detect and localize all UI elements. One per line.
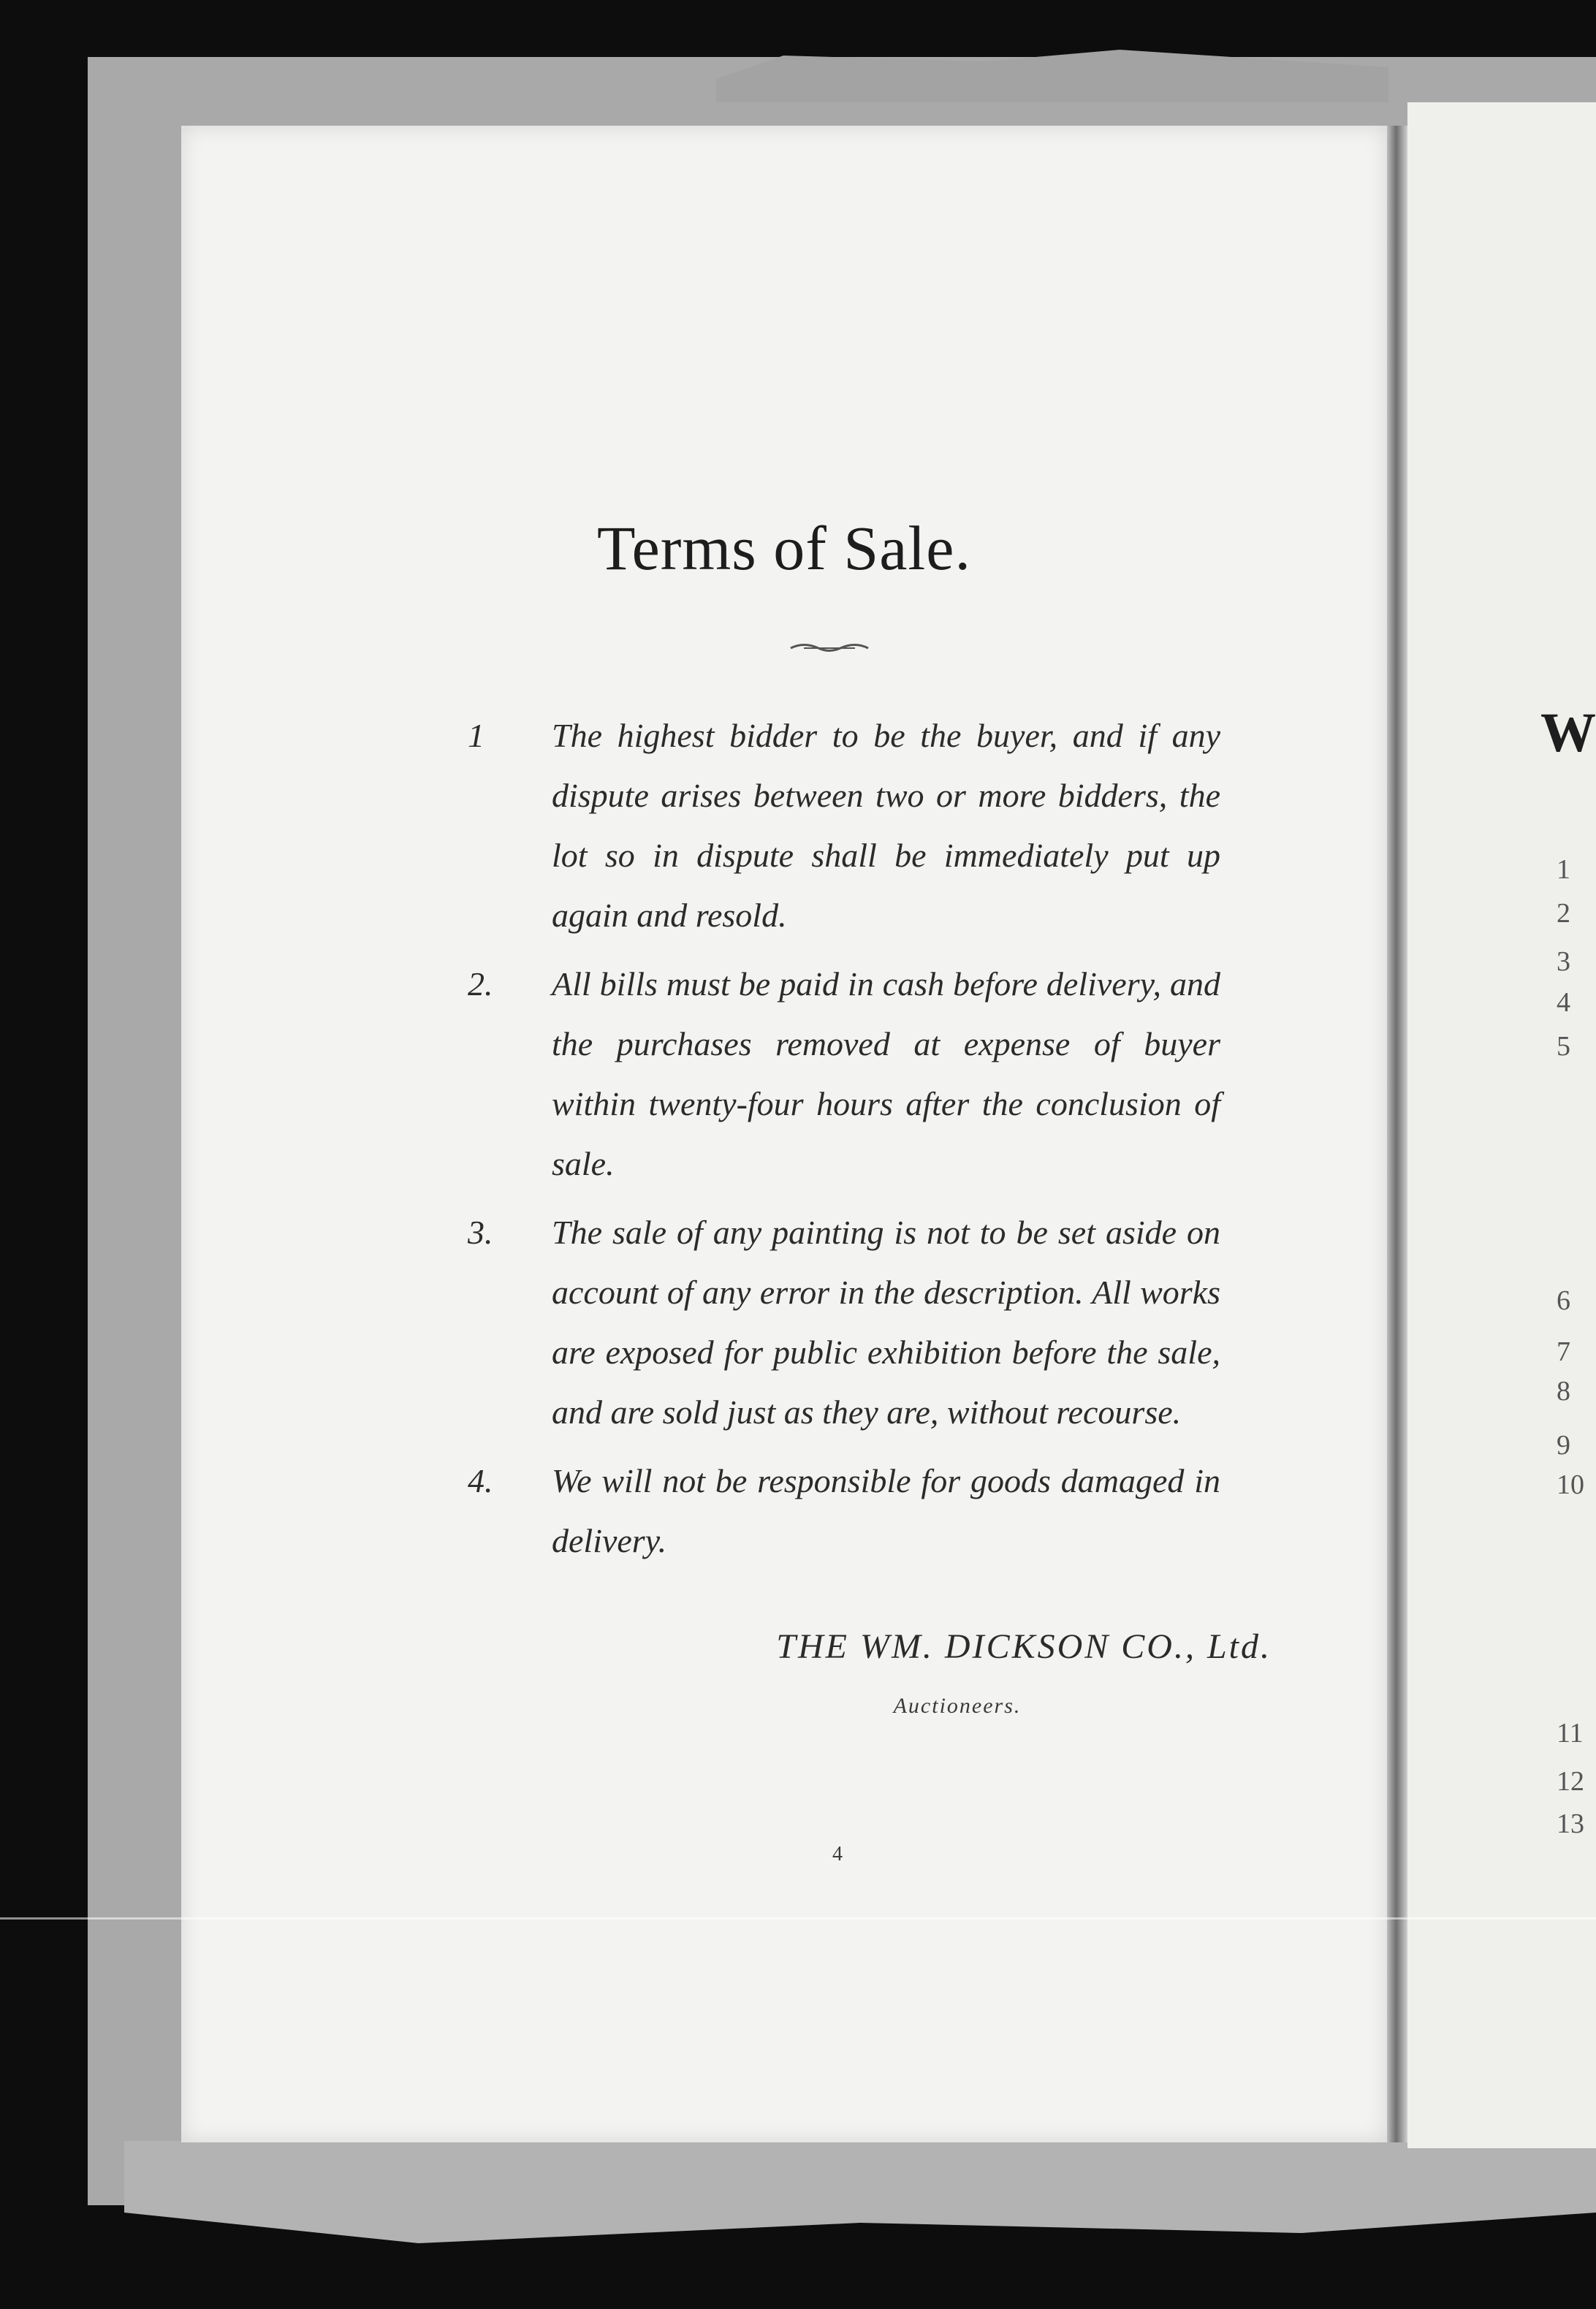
term-number: 4. xyxy=(468,1462,493,1499)
term-item xyxy=(468,1203,1220,1442)
term-text: We will not be responsible for goods damaged in delivery. xyxy=(552,1462,1220,1559)
lot-number: 3 xyxy=(1557,946,1570,977)
lot-number: 13 xyxy=(1557,1808,1584,1839)
scan-artifact-line xyxy=(0,1917,1596,1920)
term-item xyxy=(468,1451,1220,1571)
torn-board-edge-top xyxy=(716,44,1388,102)
torn-board-edge-bottom xyxy=(124,2141,1596,2243)
term-text: The sale of any painting is not to be set aside on account of any error in the description. All works are exposed for public exhibition before the sale, and are sold just as they are, without recourse. xyxy=(552,1214,1220,1431)
title-ornament xyxy=(789,640,870,656)
lot-number: 9 xyxy=(1557,1430,1570,1461)
lot-number: 7 xyxy=(1557,1336,1570,1367)
lot-number: 4 xyxy=(1557,987,1570,1018)
facing-page-heading-fragment: W xyxy=(1540,702,1593,764)
page-title: Terms of Sale. xyxy=(597,513,971,583)
page-number: 4 xyxy=(832,1843,843,1865)
auctioneer-subtitle: Auctioneers. xyxy=(893,1694,1022,1718)
term-item xyxy=(468,954,1220,1194)
lot-number: 2 xyxy=(1557,898,1570,929)
term-number: 1 xyxy=(468,717,484,754)
term-number: 2. xyxy=(468,965,493,1003)
term-item xyxy=(468,706,1220,946)
lot-number: 6 xyxy=(1557,1285,1570,1316)
terms-list xyxy=(468,706,1220,1580)
facing-page-lot-numbers xyxy=(1542,0,1596,2309)
term-number: 3. xyxy=(468,1214,493,1251)
lot-number: 5 xyxy=(1557,1031,1570,1062)
lot-number: 11 xyxy=(1557,1718,1584,1749)
lot-number: 1 xyxy=(1557,854,1570,885)
lot-number: 10 xyxy=(1557,1469,1584,1500)
term-text: All bills must be paid in cash before delivery, and the purchases removed at expense of buyer within twenty-four hours after the conclusion of sale. xyxy=(552,965,1220,1182)
term-text: The highest bidder to be the buyer, and if any dispute arises between two or more bidders, the lot so in dispute shall be immediately put up again and resold. xyxy=(552,717,1220,934)
auctioneer-signature: THE WM. DICKSON CO., Ltd. xyxy=(776,1627,1272,1666)
book-gutter xyxy=(1387,126,1407,2142)
lot-number: 8 xyxy=(1557,1376,1570,1407)
lot-number: 12 xyxy=(1557,1766,1584,1797)
